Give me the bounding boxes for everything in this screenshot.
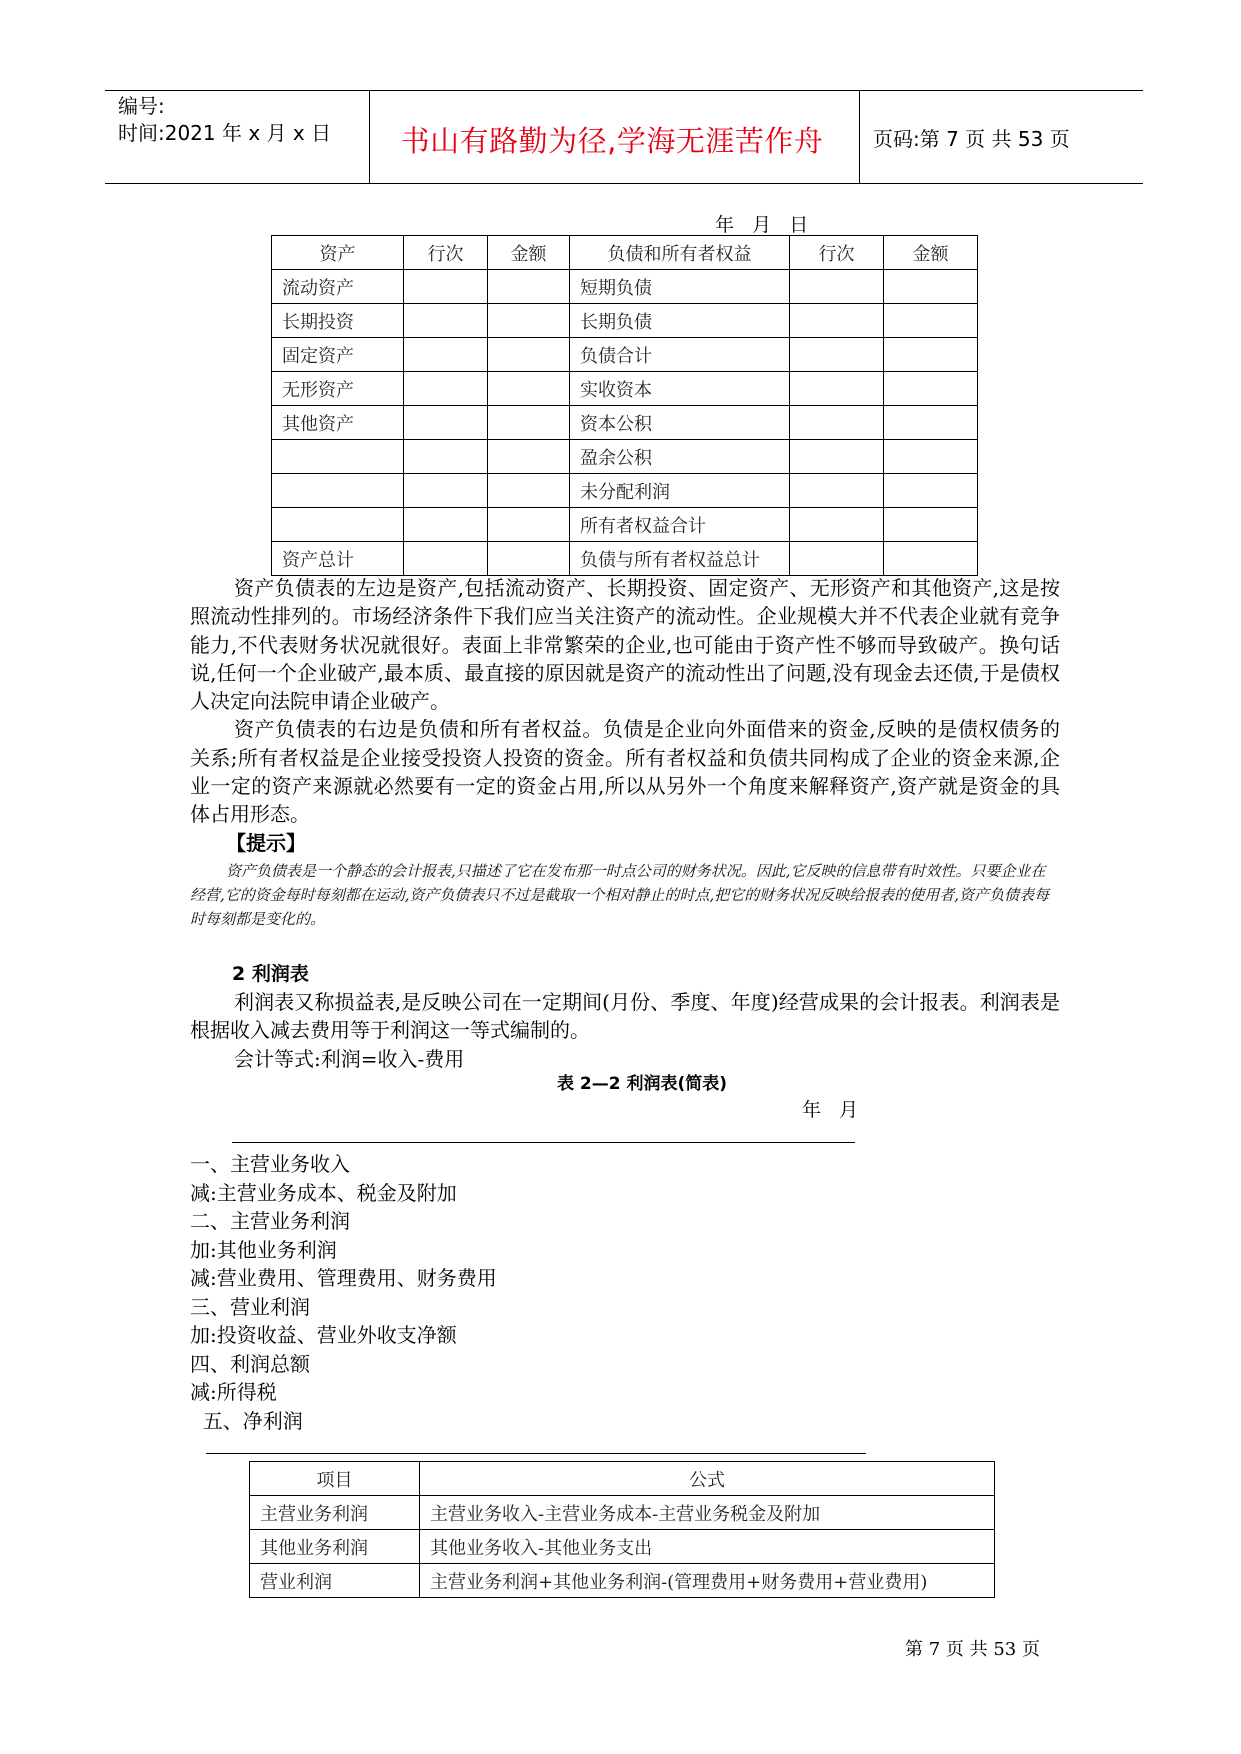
balance-sheet-row xyxy=(272,338,978,372)
formula-row xyxy=(250,1496,995,1530)
table-cell: 其他业务利润 xyxy=(250,1530,420,1564)
formula-top-rule xyxy=(206,1453,866,1454)
income-item: 四、利润总额 xyxy=(190,1351,310,1376)
table-cell xyxy=(404,372,488,406)
table-cell xyxy=(790,372,884,406)
header-divider-left xyxy=(369,90,370,183)
table-cell xyxy=(884,440,978,474)
header-motto: 书山有路勤为径,学海无涯苦作舟 xyxy=(400,124,824,158)
table-cell: 盈余公积 xyxy=(570,440,790,474)
table-cell: 实收资本 xyxy=(570,372,790,406)
income-item: 减:所得税 xyxy=(190,1380,277,1404)
table-cell: 流动资产 xyxy=(272,270,404,304)
body-text xyxy=(190,574,1060,829)
doc-time-label: 时间:2021 年 x 月 x 日 xyxy=(118,121,332,145)
balance-sheet-row xyxy=(272,440,978,474)
income-item: 减:主营业务成本、税金及附加 xyxy=(190,1180,457,1205)
table-cell: 主营业务利润+其他业务利润-(管理费用+财务费用+营业费用) xyxy=(420,1564,995,1598)
table-cell xyxy=(884,270,978,304)
table-cell xyxy=(488,542,570,576)
table-cell xyxy=(790,542,884,576)
column-header: 金额 xyxy=(884,236,978,270)
formula-row xyxy=(250,1564,995,1598)
table-cell xyxy=(884,406,978,440)
table-cell xyxy=(404,270,488,304)
column-header: 金额 xyxy=(488,236,570,270)
table-cell xyxy=(884,304,978,338)
balance-sheet-row xyxy=(272,372,978,406)
income-item: 五、净利润 xyxy=(190,1408,303,1433)
table-cell: 资产总计 xyxy=(272,542,404,576)
page-footer: 第 7 页 共 53 页 xyxy=(905,1639,1040,1660)
income-intro: 利润表又称损益表,是反映公司在一定期间(月份、季度、年度)经营成果的会计报表。利润表是根据收入减去费用等于利润这一等式编制的。 xyxy=(190,990,1060,1043)
income-items xyxy=(190,1150,497,1435)
income-item: 一、主营业务收入 xyxy=(190,1152,350,1176)
table-cell: 固定资产 xyxy=(272,338,404,372)
header-bottom-rule xyxy=(105,183,1143,184)
table-cell xyxy=(790,508,884,542)
table-cell: 其他业务收入-其他业务支出 xyxy=(420,1530,995,1564)
table-cell xyxy=(884,372,978,406)
table-cell xyxy=(884,474,978,508)
tip-title: 【提示】 xyxy=(226,831,306,855)
column-header: 项目 xyxy=(250,1462,420,1496)
table-cell: 资本公积 xyxy=(570,406,790,440)
table-cell xyxy=(790,474,884,508)
table-cell xyxy=(404,474,488,508)
balance-sheet-row xyxy=(272,304,978,338)
tip-box xyxy=(190,859,1060,931)
income-intro-block xyxy=(190,988,1060,1073)
page-number-label: 页码:第 7 页 共 53 页 xyxy=(873,127,1070,151)
table-cell xyxy=(404,508,488,542)
balance-sheet-row xyxy=(272,542,978,576)
income-date: 年 月 xyxy=(802,1099,859,1121)
table-header-row xyxy=(250,1462,995,1496)
table-cell xyxy=(884,542,978,576)
table-cell: 主营业务利润 xyxy=(250,1496,420,1530)
accounting-equation: 会计等式:利润=收入-费用 xyxy=(234,1046,465,1071)
header-divider-right xyxy=(859,90,860,183)
table-cell: 负债与所有者权益总计 xyxy=(570,542,790,576)
table-cell xyxy=(404,406,488,440)
table-cell xyxy=(272,440,404,474)
balance-sheet-table xyxy=(271,235,978,576)
balance-sheet-row xyxy=(272,508,978,542)
balance-sheet-row xyxy=(272,474,978,508)
header-top-rule xyxy=(105,90,1143,91)
table-cell: 短期负债 xyxy=(570,270,790,304)
column-header: 资产 xyxy=(272,236,404,270)
table-cell xyxy=(488,508,570,542)
table-cell: 长期负债 xyxy=(570,304,790,338)
table-cell xyxy=(272,508,404,542)
income-item: 加:投资收益、营业外收支净额 xyxy=(190,1323,457,1347)
table-cell xyxy=(404,304,488,338)
table-cell xyxy=(790,440,884,474)
table-cell xyxy=(884,508,978,542)
table-cell xyxy=(790,270,884,304)
table-cell: 无形资产 xyxy=(272,372,404,406)
table-cell xyxy=(488,304,570,338)
table-header-row xyxy=(272,236,978,270)
income-table-title: 表 2—2 利润表(简表) xyxy=(557,1074,728,1094)
paragraph-liabilities: 资产负债表的右边是负债和所有者权益。负债是企业向外面借来的资金,反映的是债权债务的关系;所有者权益是企业接受投资人投资的资金。所有者权益和负债共同构成了企业的资金来源,企业一定的资产来源就必然要有一定的资金占用,所以从另外一个角度来解释资产,资产就是资金的具体占用形态。 xyxy=(190,717,1060,827)
table-cell xyxy=(488,406,570,440)
income-item: 加:其他业务利润 xyxy=(190,1237,337,1262)
table-cell: 营业利润 xyxy=(250,1564,420,1598)
table-cell: 负债合计 xyxy=(570,338,790,372)
table-cell xyxy=(488,440,570,474)
table-cell xyxy=(790,406,884,440)
table-cell xyxy=(272,474,404,508)
income-heading: 2 利润表 xyxy=(232,963,309,985)
income-top-rule xyxy=(232,1142,855,1143)
income-item: 三、营业利润 xyxy=(190,1294,310,1319)
income-item: 减:营业费用、管理费用、财务费用 xyxy=(190,1266,497,1290)
column-header: 行次 xyxy=(404,236,488,270)
tip-text: 资产负债表是一个静态的会计报表,只描述了它在发布那一时点公司的财务状况。因此,它反映的信息带有时效性。只要企业在经营,它的资金每时每刻都在运动,资产负债表只不过是截取一个相对静止的时点,把它的财务状况反映给报表的使用者,资产负债表每时每刻都是变化的。 xyxy=(190,862,1050,928)
balance-sheet-row xyxy=(272,270,978,304)
table-cell: 长期投资 xyxy=(272,304,404,338)
column-header: 负债和所有者权益 xyxy=(570,236,790,270)
table-cell xyxy=(488,338,570,372)
income-item: 二、主营业务利润 xyxy=(190,1209,350,1233)
table-cell xyxy=(884,338,978,372)
table-cell xyxy=(488,270,570,304)
table-cell xyxy=(488,474,570,508)
formula-table xyxy=(249,1461,995,1598)
formula-row xyxy=(250,1530,995,1564)
table-cell xyxy=(404,440,488,474)
table-cell: 未分配利润 xyxy=(570,474,790,508)
column-header: 行次 xyxy=(790,236,884,270)
table-cell: 所有者权益合计 xyxy=(570,508,790,542)
table-cell: 其他资产 xyxy=(272,406,404,440)
balance-sheet-row xyxy=(272,406,978,440)
table-cell xyxy=(488,372,570,406)
balance-sheet-date: 年 月 日 xyxy=(715,214,809,236)
table-cell xyxy=(404,542,488,576)
table-cell xyxy=(790,338,884,372)
doc-number-label: 编号: xyxy=(118,94,165,118)
table-cell: 主营业务收入-主营业务成本-主营业务税金及附加 xyxy=(420,1496,995,1530)
table-cell xyxy=(790,304,884,338)
table-cell xyxy=(404,338,488,372)
column-header: 公式 xyxy=(420,1462,995,1496)
paragraph-assets: 资产负债表的左边是资产,包括流动资产、长期投资、固定资产、无形资产和其他资产,这是按照流动性排列的。市场经济条件下我们应当关注资产的流动性。企业规模大并不代表企业就有竞争能力,不代表财务状况就很好。表面上非常繁荣的企业,也可能由于资产性不够而导致破产。换句话说,任何一个企业破产,最本质、最直接的原因就是资产的流动性出了问题,没有现金去还债,于是债权人决定向法院申请企业破产。 xyxy=(190,576,1060,714)
